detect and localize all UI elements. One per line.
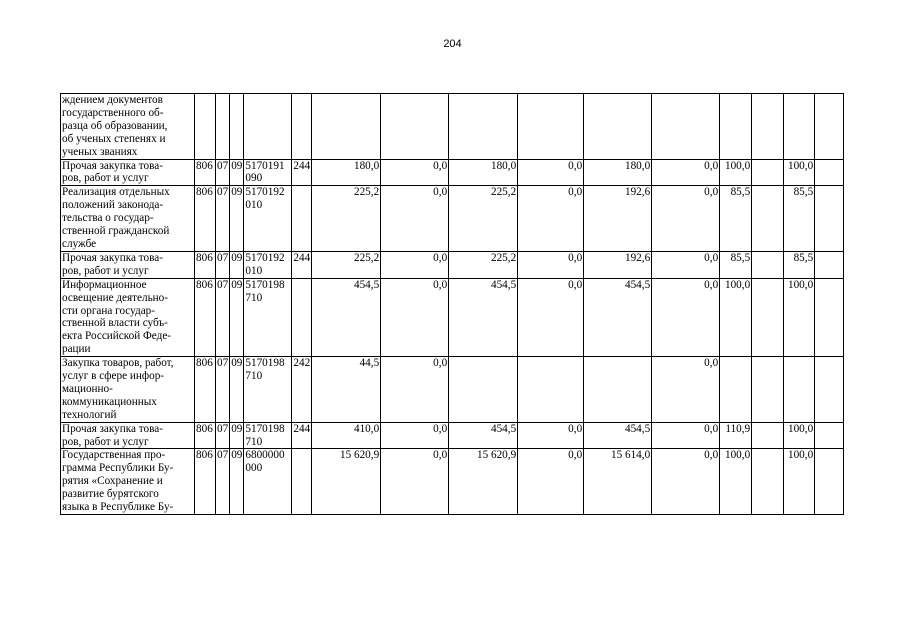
gov-code: 806 [195, 186, 216, 252]
value-cell: 0,0 [652, 251, 720, 278]
value-cell [652, 94, 720, 160]
value-cell: 44,5 [312, 357, 381, 423]
subsection-code: 09 [230, 449, 244, 515]
value-cell: 15 620,9 [312, 449, 381, 515]
section-code: 07 [216, 357, 230, 423]
value-cell: 192,6 [584, 251, 652, 278]
value-cell: 100,0 [720, 449, 752, 515]
value-cell: 0,0 [518, 449, 584, 515]
value-cell: 192,6 [584, 186, 652, 252]
value-cell: 0,0 [518, 251, 584, 278]
value-cell: 110,9 [720, 422, 752, 449]
value-cell: 0,0 [518, 186, 584, 252]
value-cell: 0,0 [652, 278, 720, 356]
expense-type-code: 244 [292, 251, 312, 278]
row-name: Государственная про- грамма Республики Бу- рятия «Сохранение и развитие бурятского языка в Республике Бу- [61, 449, 195, 515]
row-name: Прочая закупка това- ров, работ и услуг [61, 251, 195, 278]
value-cell: 100,0 [784, 449, 815, 515]
value-cell: 85,5 [784, 186, 815, 252]
page-number: 204 [443, 38, 462, 50]
value-cell: 0,0 [381, 357, 449, 423]
value-cell: 225,2 [449, 186, 518, 252]
row-name: Информационное освещение деятельно- сти органа государ- ственной власти субъ- екта Российской Феде- рации [61, 278, 195, 356]
expense-type-code: 244 [292, 422, 312, 449]
value-cell: 0,0 [381, 422, 449, 449]
value-cell [584, 94, 652, 160]
value-cell: 85,5 [720, 251, 752, 278]
value-cell [752, 186, 784, 252]
value-cell [518, 94, 584, 160]
value-cell: 0,0 [518, 422, 584, 449]
subsection-code: 09 [230, 278, 244, 356]
target-article-code: 5170191 090 [244, 159, 292, 186]
target-article-code: 6800000 000 [244, 449, 292, 515]
value-cell: 100,0 [720, 159, 752, 186]
expense-type-code [292, 449, 312, 515]
section-code [216, 94, 230, 160]
expense-type-code: 244 [292, 159, 312, 186]
value-cell: 454,5 [584, 278, 652, 356]
value-cell: 0,0 [652, 422, 720, 449]
value-cell: 454,5 [449, 278, 518, 356]
value-cell [815, 449, 844, 515]
gov-code: 806 [195, 251, 216, 278]
value-cell [752, 357, 784, 423]
value-cell [449, 357, 518, 423]
value-cell: 85,5 [784, 251, 815, 278]
value-cell [815, 94, 844, 160]
value-cell: 454,5 [584, 422, 652, 449]
value-cell [815, 186, 844, 252]
expense-type-code [292, 186, 312, 252]
row-name: ждением документов государственного об- разца об образовании, об ученых степенях и ученых званиях [61, 94, 195, 160]
table-row [61, 422, 844, 449]
value-cell: 454,5 [449, 422, 518, 449]
gov-code: 806 [195, 449, 216, 515]
section-code: 07 [216, 449, 230, 515]
value-cell [720, 94, 752, 160]
value-cell: 0,0 [652, 186, 720, 252]
subsection-code: 09 [230, 422, 244, 449]
gov-code: 806 [195, 278, 216, 356]
value-cell: 225,2 [312, 251, 381, 278]
value-cell: 0,0 [652, 159, 720, 186]
expense-type-code [292, 94, 312, 160]
value-cell: 0,0 [652, 449, 720, 515]
value-cell [784, 357, 815, 423]
value-cell [752, 449, 784, 515]
value-cell [752, 251, 784, 278]
section-code: 07 [216, 278, 230, 356]
gov-code: 806 [195, 357, 216, 423]
value-cell: 15 614,0 [584, 449, 652, 515]
value-cell [584, 357, 652, 423]
value-cell: 0,0 [518, 159, 584, 186]
gov-code [195, 94, 216, 160]
target-article-code: 5170192 010 [244, 186, 292, 252]
value-cell: 0,0 [518, 278, 584, 356]
value-cell: 225,2 [312, 186, 381, 252]
subsection-code: 09 [230, 186, 244, 252]
value-cell [752, 278, 784, 356]
value-cell [815, 357, 844, 423]
value-cell: 180,0 [584, 159, 652, 186]
gov-code: 806 [195, 159, 216, 186]
value-cell: 225,2 [449, 251, 518, 278]
value-cell: 0,0 [381, 449, 449, 515]
table-row [61, 449, 844, 515]
subsection-code: 09 [230, 159, 244, 186]
value-cell [815, 159, 844, 186]
value-cell [752, 94, 784, 160]
value-cell: 100,0 [784, 422, 815, 449]
section-code: 07 [216, 159, 230, 186]
value-cell: 100,0 [720, 278, 752, 356]
section-code: 07 [216, 186, 230, 252]
value-cell: 410,0 [312, 422, 381, 449]
expense-type-code [292, 278, 312, 356]
value-cell [784, 94, 815, 160]
subsection-code: 09 [230, 357, 244, 423]
table-row [61, 357, 844, 423]
budget-table [60, 93, 844, 515]
value-cell [312, 94, 381, 160]
value-cell: 0,0 [381, 251, 449, 278]
value-cell: 180,0 [312, 159, 381, 186]
value-cell: 0,0 [381, 186, 449, 252]
row-name: Прочая закупка това- ров, работ и услуг [61, 159, 195, 186]
target-article-code: 5170198 710 [244, 278, 292, 356]
value-cell [449, 94, 518, 160]
value-cell: 100,0 [784, 278, 815, 356]
value-cell [518, 357, 584, 423]
row-name: Реализация отдельных положений законода- тельства о государ- ственной гражданской службе [61, 186, 195, 252]
value-cell: 454,5 [312, 278, 381, 356]
value-cell: 85,5 [720, 186, 752, 252]
value-cell: 0,0 [381, 278, 449, 356]
value-cell [752, 422, 784, 449]
value-cell [720, 357, 752, 423]
subsection-code: 09 [230, 251, 244, 278]
value-cell [815, 278, 844, 356]
section-code: 07 [216, 422, 230, 449]
expense-type-code: 242 [292, 357, 312, 423]
value-cell: 0,0 [381, 159, 449, 186]
table-row [61, 159, 844, 186]
value-cell [381, 94, 449, 160]
section-code: 07 [216, 251, 230, 278]
value-cell: 180,0 [449, 159, 518, 186]
target-article-code: 5170198 710 [244, 357, 292, 423]
target-article-code [244, 94, 292, 160]
value-cell [815, 422, 844, 449]
gov-code: 806 [195, 422, 216, 449]
value-cell [752, 159, 784, 186]
target-article-code: 5170198 710 [244, 422, 292, 449]
value-cell: 0,0 [652, 357, 720, 423]
table-row [61, 278, 844, 356]
table-row [61, 251, 844, 278]
table-row [61, 94, 844, 160]
value-cell: 100,0 [784, 159, 815, 186]
target-article-code: 5170192 010 [244, 251, 292, 278]
value-cell: 15 620,9 [449, 449, 518, 515]
value-cell [815, 251, 844, 278]
row-name: Закупка товаров, работ, услуг в сфере инфор- мационно- коммуникационных технологий [61, 357, 195, 423]
subsection-code [230, 94, 244, 160]
row-name: Прочая закупка това- ров, работ и услуг [61, 422, 195, 449]
table-row [61, 186, 844, 252]
